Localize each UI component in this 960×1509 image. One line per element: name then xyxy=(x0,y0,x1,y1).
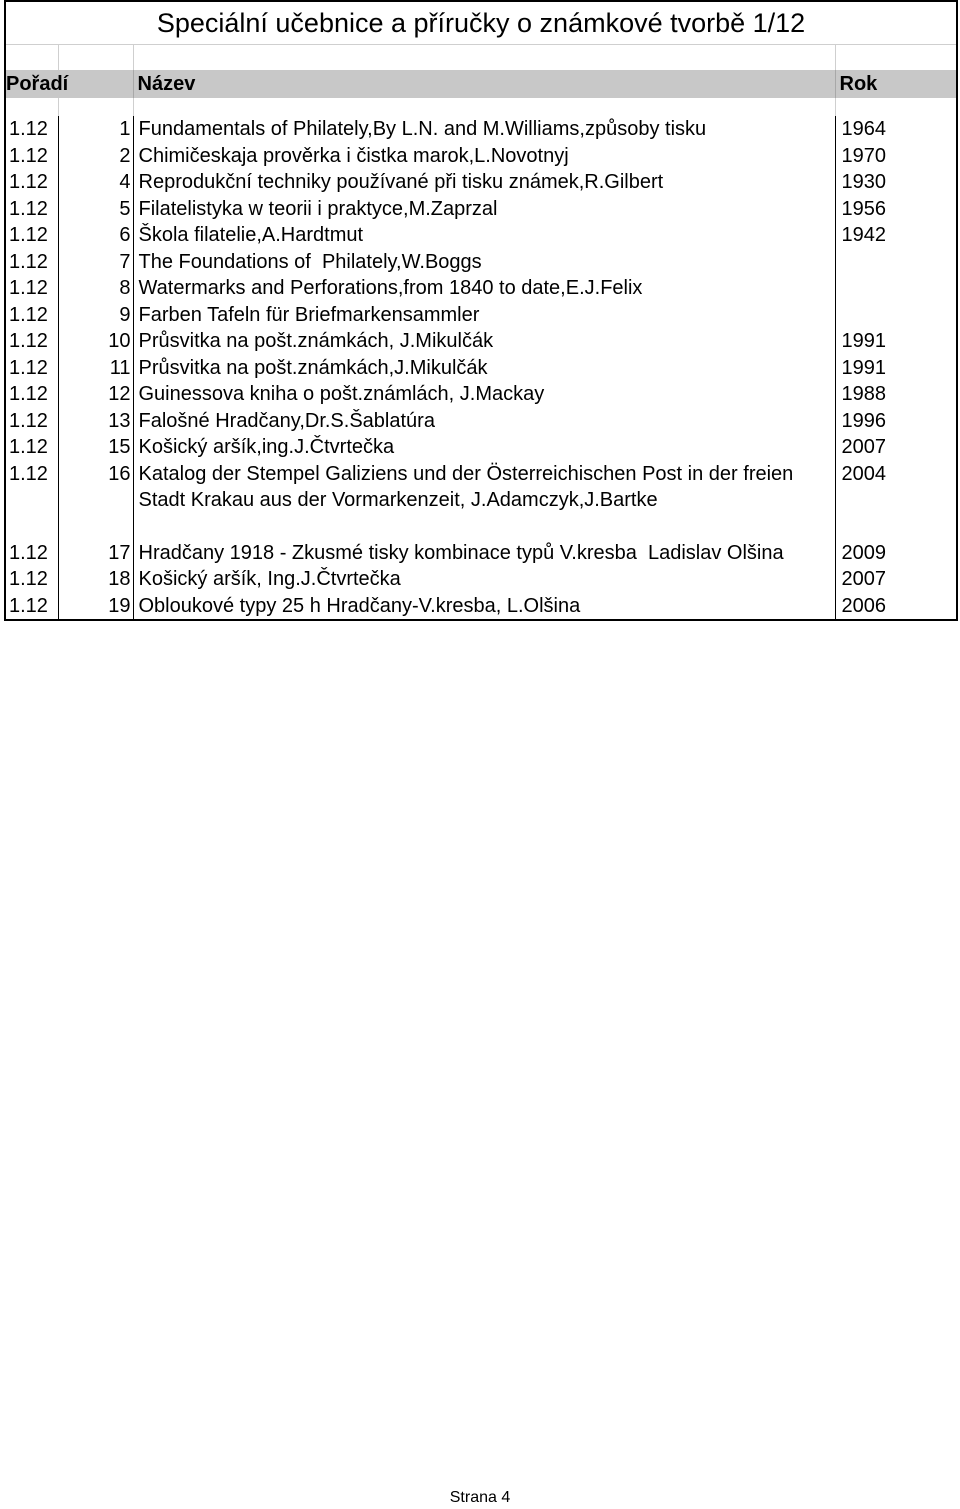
row-number: 18 xyxy=(58,566,133,593)
row-code: 1.12 xyxy=(5,355,58,382)
header-year: Rok xyxy=(835,70,957,98)
row-number: 17 xyxy=(58,540,133,567)
table-row xyxy=(5,434,957,461)
table-row xyxy=(5,381,957,408)
table-row xyxy=(5,143,957,170)
row-code: 1.12 xyxy=(5,169,58,196)
row-code: 1.12 xyxy=(5,116,58,143)
table-row xyxy=(5,116,957,143)
row-year: 2007 xyxy=(835,566,957,593)
row-year: 1988 xyxy=(835,381,957,408)
row-number: 10 xyxy=(58,328,133,355)
row-year: 1991 xyxy=(835,355,957,382)
row-number: 4 xyxy=(58,169,133,196)
row-title: Reprodukční techniky používané při tisku známek,R.Gilbert xyxy=(133,169,835,196)
row-title: Farben Tafeln für Briefmarkensammler xyxy=(133,302,835,329)
row-number: 16 xyxy=(58,461,133,514)
row-title: Hradčany 1918 - Zkusmé tisky kombinace typů V.kresba Ladislav Olšina xyxy=(133,540,835,567)
row-title: Košický aršík,ing.J.Čtvrtečka xyxy=(133,434,835,461)
table-row xyxy=(5,593,957,621)
row-year xyxy=(835,302,957,329)
row-year: 1991 xyxy=(835,328,957,355)
table-row xyxy=(5,540,957,567)
row-year: 1964 xyxy=(835,116,957,143)
row-title: Průsvitka na pošt.známkách,J.Mikulčák xyxy=(133,355,835,382)
row-year: 2004 xyxy=(835,461,957,514)
table-row xyxy=(5,249,957,276)
row-number: 2 xyxy=(58,143,133,170)
row-year: 2009 xyxy=(835,540,957,567)
row-title: Filatelistyka w teorii i praktyce,M.Zaprzal xyxy=(133,196,835,223)
page-title: Speciální učebnice a příručky o známkové tvorbě 1/12 xyxy=(5,1,957,45)
row-title: Watermarks and Perforations,from 1840 to date,E.J.Felix xyxy=(133,275,835,302)
row-number: 5 xyxy=(58,196,133,223)
row-title: Fundamentals of Philately,By L.N. and M.Williams,způsoby tisku xyxy=(133,116,835,143)
row-title: Falošné Hradčany,Dr.S.Šablatúra xyxy=(133,408,835,435)
row-number: 6 xyxy=(58,222,133,249)
header-order: Pořadí xyxy=(5,70,133,98)
table-row xyxy=(5,461,957,514)
row-number: 13 xyxy=(58,408,133,435)
row-year xyxy=(835,275,957,302)
row-number: 15 xyxy=(58,434,133,461)
row-title: Katalog der Stempel Galiziens und der Österreichischen Post in der freien Stadt Krakau aus der Vormarkenzeit, J.Adamczyk,J.Bartke xyxy=(133,461,835,514)
row-code: 1.12 xyxy=(5,196,58,223)
row-code: 1.12 xyxy=(5,408,58,435)
row-code: 1.12 xyxy=(5,540,58,567)
row-title: Průsvitka na pošt.známkách, J.Mikulčák xyxy=(133,328,835,355)
table-row xyxy=(5,196,957,223)
table-row xyxy=(5,169,957,196)
table-row xyxy=(5,275,957,302)
row-code: 1.12 xyxy=(5,275,58,302)
page-footer: Strana 4 xyxy=(449,1489,511,1506)
header-name: Název xyxy=(133,70,835,98)
row-code: 1.12 xyxy=(5,434,58,461)
row-year: 1956 xyxy=(835,196,957,223)
row-year: 1970 xyxy=(835,143,957,170)
row-title: Škola filatelie,A.Hardtmut xyxy=(133,222,835,249)
row-code: 1.12 xyxy=(5,461,58,514)
row-number: 1 xyxy=(58,116,133,143)
row-year xyxy=(835,249,957,276)
row-number: 11 xyxy=(58,355,133,382)
catalog-table xyxy=(4,0,958,621)
table-row xyxy=(5,408,957,435)
row-title: Guinessova kniha o pošt.známlách, J.Mackay xyxy=(133,381,835,408)
row-code: 1.12 xyxy=(5,143,58,170)
spreadsheet xyxy=(4,0,956,621)
table-row xyxy=(5,566,957,593)
row-code: 1.12 xyxy=(5,328,58,355)
row-title: The Foundations of Philately,W.Boggs xyxy=(133,249,835,276)
row-code: 1.12 xyxy=(5,249,58,276)
row-code: 1.12 xyxy=(5,381,58,408)
row-number: 19 xyxy=(58,593,133,621)
row-year: 1996 xyxy=(835,408,957,435)
row-code: 1.12 xyxy=(5,222,58,249)
row-year: 1942 xyxy=(835,222,957,249)
row-year: 2007 xyxy=(835,434,957,461)
row-year: 1930 xyxy=(835,169,957,196)
row-number: 8 xyxy=(58,275,133,302)
table-row xyxy=(5,355,957,382)
table-row xyxy=(5,302,957,329)
table-row xyxy=(5,222,957,249)
row-code: 1.12 xyxy=(5,566,58,593)
row-title: Obloukové typy 25 h Hradčany-V.kresba, L.Olšina xyxy=(133,593,835,621)
header-row xyxy=(5,70,957,98)
row-title: Chimičeskaja prověrka i čistka marok,L.Novotnyj xyxy=(133,143,835,170)
row-number: 7 xyxy=(58,249,133,276)
row-year: 2006 xyxy=(835,593,957,621)
row-title: Košický aršík, Ing.J.Čtvrtečka xyxy=(133,566,835,593)
row-number: 9 xyxy=(58,302,133,329)
row-code: 1.12 xyxy=(5,302,58,329)
row-code: 1.12 xyxy=(5,593,58,621)
table-row xyxy=(5,328,957,355)
row-number: 12 xyxy=(58,381,133,408)
